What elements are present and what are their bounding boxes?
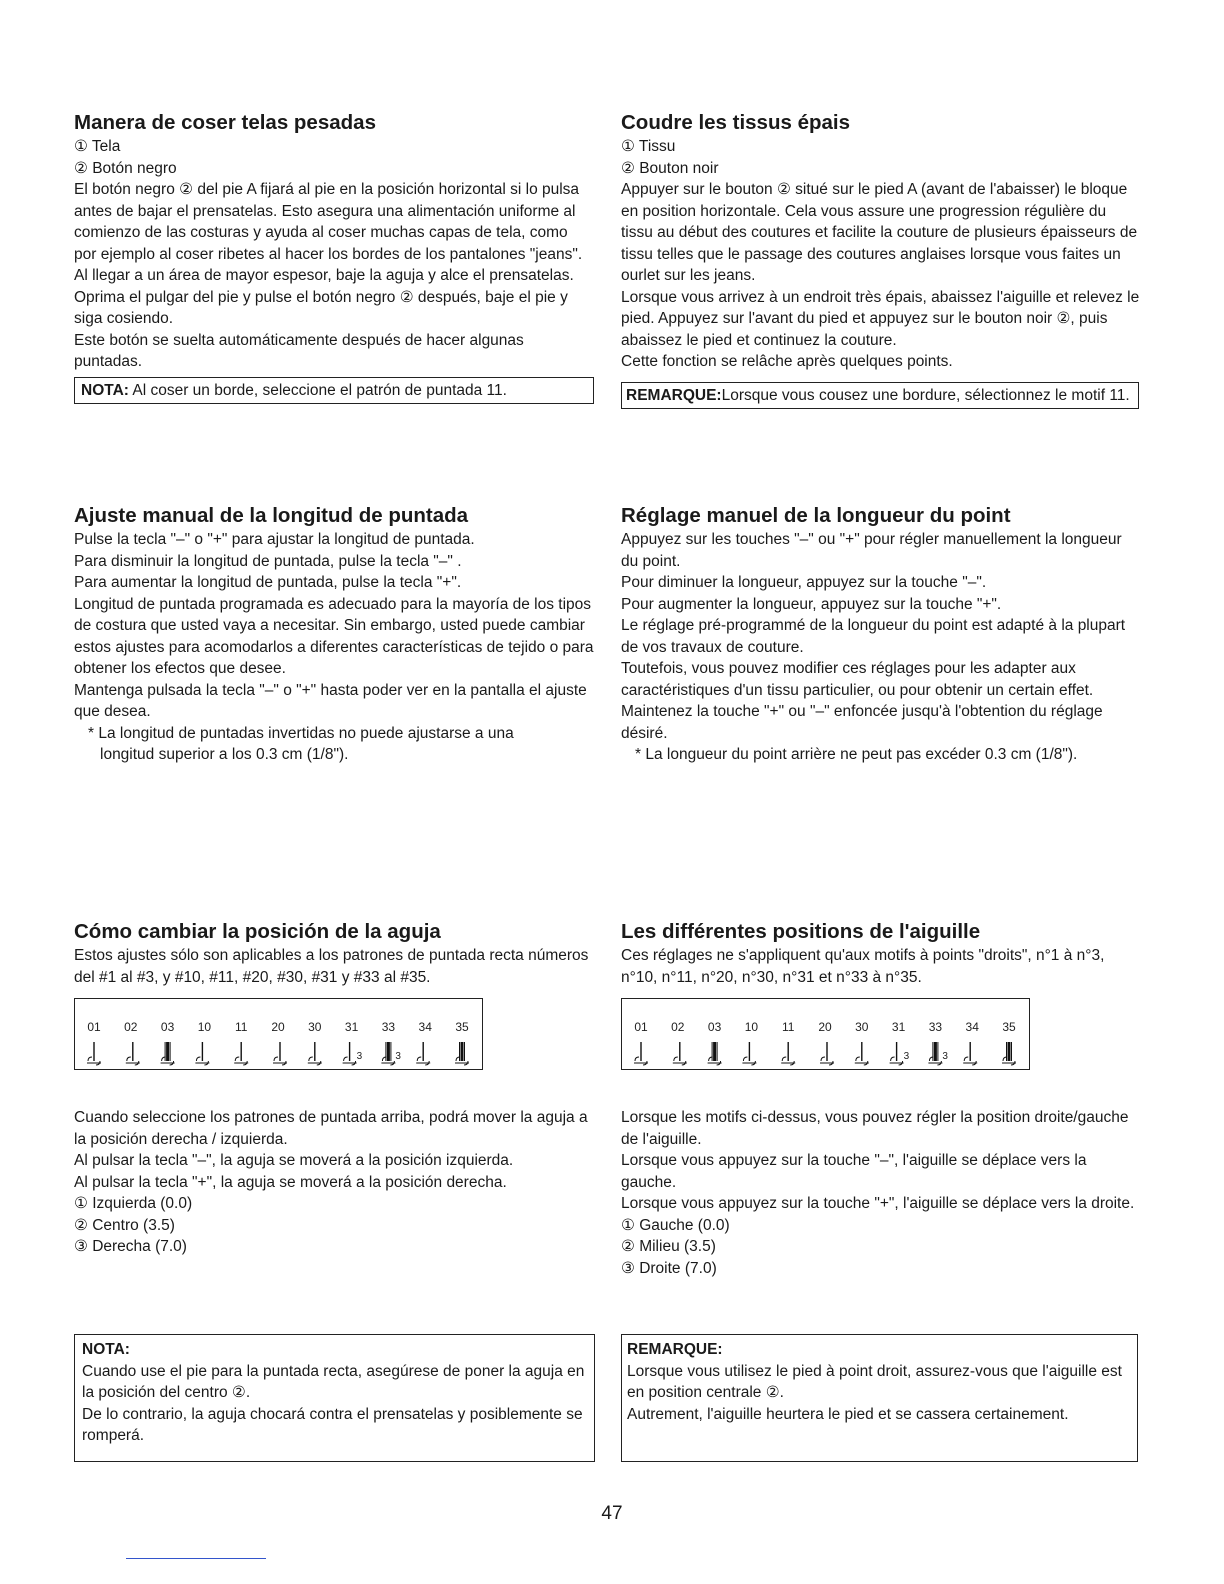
stitch-number-label: 33 bbox=[381, 1020, 396, 1034]
stitch-subscript-label: 3 bbox=[942, 1051, 948, 1062]
es-note-box-2 bbox=[74, 1334, 595, 1462]
stitch-pattern-01 bbox=[87, 1020, 101, 1065]
stitch-pattern-20 bbox=[818, 1020, 834, 1065]
es-needle-position-body bbox=[74, 1107, 594, 1258]
stitch-number-label: 02 bbox=[671, 1020, 685, 1034]
fr-para: Appuyez sur les touches "–" ou "+" pour régler manuellement la longueur du point. bbox=[621, 531, 1122, 570]
stitch-number-label: 20 bbox=[271, 1020, 285, 1034]
es-item-black-button: ② Botón negro bbox=[74, 159, 177, 177]
footer-rule bbox=[126, 1558, 266, 1559]
fr-note-label: REMARQUE: bbox=[626, 386, 722, 404]
es-para: Para disminuir la longitud de puntada, pulse la tecla "–" . bbox=[74, 552, 462, 570]
stitch-pattern-31 bbox=[890, 1020, 910, 1065]
stitch-pattern-11 bbox=[781, 1020, 795, 1065]
fr-para: Maintenez la touche "+" ou "–" enfoncée jusqu'à l'obtention du réglage désiré. bbox=[621, 703, 1103, 742]
es-needle-position-section bbox=[74, 920, 594, 988]
es-para: El botón negro ② del pie A fijará al pie en la posición horizontal si lo pulsa antes de bajar el prensatelas. Esto asegura una alimentación uniforme al comienzo de las costuras y ayuda al coser muchas capas de tela, como por ejemplo al coser ribetes al hacer los bordes de los pantalones "jeans". bbox=[74, 181, 583, 263]
fr-stitch-pattern-chart bbox=[621, 998, 1030, 1070]
es-intro: Estos ajustes sólo son aplicables a los patrones de puntada recta números del #1 al #3, y #10, #11, #20, #30, #31 y #33 al #35. bbox=[74, 947, 589, 986]
es-note-para: Cuando use el pie para la puntada recta, asegúrese de poner la aguja en la posición del centro ②. bbox=[82, 1362, 585, 1401]
stitch-pattern-03 bbox=[708, 1020, 722, 1065]
fr-item-fabric: ① Tissu bbox=[621, 138, 676, 155]
fr-note-box-2 bbox=[621, 1334, 1138, 1462]
stitch-pattern-34 bbox=[416, 1020, 432, 1065]
fr-para: Lorsque les motifs ci-dessus, vous pouvez régler la position droite/gauche de l'aiguille. bbox=[621, 1109, 1129, 1148]
es-para: Longitud de puntada programada es adecuado para la mayoría de los tipos de costura que usted vaya a necesitar. Sin embargo, usted puede cambiar estos ajustes para acomodarlos a diferentes características de tejido o para obtener los efectos que desee. bbox=[74, 595, 594, 677]
stitch-pattern-33 bbox=[381, 1020, 401, 1065]
es-note-para: De lo contrario, la aguja chocará contra el prensatelas y posiblemente se romperá. bbox=[82, 1405, 583, 1444]
stitch-number-label: 30 bbox=[855, 1020, 869, 1034]
stitch-number-label: 02 bbox=[124, 1020, 138, 1034]
es-item-center: ② Centro (3.5) bbox=[74, 1216, 175, 1234]
stitch-subscript-label: 3 bbox=[395, 1051, 401, 1062]
fr-footnote: * La longueur du point arrière ne peut pas excéder 0.3 cm (1/8"). bbox=[635, 746, 1078, 763]
es-para: Mantenga pulsada la tecla "–" o "+" hasta poder ver en la pantalla el ajuste que desea. bbox=[74, 681, 587, 720]
es-note-label-2: NOTA: bbox=[82, 1341, 130, 1358]
es-item-right: ③ Derecha (7.0) bbox=[74, 1238, 187, 1255]
stitch-number-label: 31 bbox=[344, 1020, 359, 1034]
stitch-number-label: 03 bbox=[707, 1020, 722, 1034]
es-item-left: ① Izquierda (0.0) bbox=[74, 1195, 193, 1212]
fr-para: Lorsque vous appuyez sur la touche "–", l'aiguille se déplace vers la gauche. bbox=[621, 1152, 1087, 1191]
stitch-pattern-10 bbox=[195, 1020, 211, 1065]
stitch-pattern-20 bbox=[271, 1020, 287, 1065]
fr-item-black-button: ② Bouton noir bbox=[621, 159, 719, 177]
stitch-number-label: 35 bbox=[455, 1020, 469, 1034]
stitch-number-label: 10 bbox=[744, 1020, 759, 1034]
stitch-pattern-33 bbox=[928, 1020, 948, 1065]
fr-item-left: ① Gauche (0.0) bbox=[621, 1216, 730, 1234]
es-note-label: NOTA: bbox=[81, 381, 129, 399]
stitch-pattern-31 bbox=[343, 1020, 363, 1065]
stitch-number-label: 01 bbox=[634, 1020, 648, 1034]
stitch-pattern-10 bbox=[742, 1020, 758, 1065]
fr-note-label-2: REMARQUE: bbox=[627, 1341, 723, 1358]
stitch-number-label: 10 bbox=[197, 1020, 212, 1034]
stitch-pattern-02 bbox=[124, 1020, 140, 1065]
es-needle-position-title: Cómo cambiar la posición de la aguja bbox=[74, 920, 441, 943]
stitch-number-label: 03 bbox=[160, 1020, 175, 1034]
stitch-number-label: 30 bbox=[308, 1020, 322, 1034]
fr-stitch-length-section bbox=[621, 504, 1141, 766]
stitch-number-label: 31 bbox=[891, 1020, 906, 1034]
fr-para: Le réglage pré-programmé de la longueur du point est adapté à la plupart de vos travaux de couture. bbox=[621, 617, 1126, 656]
es-heavy-fabric-title: Manera de coser telas pesadas bbox=[74, 111, 376, 134]
fr-item-center: ② Milieu (3.5) bbox=[621, 1238, 716, 1255]
fr-note-para: Lorsque vous utilisez le pied à point droit, assurez-vous que l'aiguille est en position centrale ②. bbox=[627, 1362, 1122, 1401]
stitch-pattern-11 bbox=[234, 1020, 248, 1065]
es-para: Al pulsar la tecla "+", la aguja se moverá a la posición derecha. bbox=[74, 1173, 507, 1191]
stitch-pattern-03 bbox=[161, 1020, 175, 1065]
stitch-pattern-34 bbox=[963, 1020, 979, 1065]
es-para: Este botón se suelta automáticamente después de hacer algunas puntadas. bbox=[74, 331, 524, 370]
es-stitch-pattern-svg bbox=[75, 999, 482, 1069]
stitch-number-label: 01 bbox=[87, 1020, 101, 1034]
fr-note-box bbox=[621, 382, 1139, 410]
es-para: Cuando seleccione los patrones de puntada arriba, podrá mover la aguja a la posición derecha / izquierda. bbox=[74, 1109, 588, 1148]
fr-para: Pour augmenter la longueur, appuyez sur la touche "+". bbox=[621, 595, 1002, 613]
stitch-number-label: 34 bbox=[418, 1020, 432, 1034]
fr-needle-position-body bbox=[621, 1107, 1141, 1279]
es-item-fabric: ① Tela bbox=[74, 138, 121, 155]
fr-needle-position-section bbox=[621, 920, 1141, 988]
fr-item-right: ③ Droite (7.0) bbox=[621, 1259, 717, 1277]
stitch-pattern-02 bbox=[671, 1020, 687, 1065]
stitch-pattern-30 bbox=[855, 1020, 869, 1065]
stitch-pattern-35 bbox=[1002, 1020, 1016, 1065]
fr-para: Pour diminuer la longueur, appuyez sur la touche "–". bbox=[621, 574, 987, 591]
stitch-pattern-30 bbox=[308, 1020, 322, 1065]
fr-para: Toutefois, vous pouvez modifier ces réglages pour les adapter aux caractéristiques d'un tissu particulier, ou pour obtenir un certain effet. bbox=[621, 660, 1094, 699]
stitch-subscript-label: 3 bbox=[356, 1051, 363, 1062]
page-number: 47 bbox=[601, 1503, 623, 1524]
es-para: Al llegar a un área de mayor espesor, baje la aguja y alce el prensatelas. Oprima el pulgar del pie y pulse el botón negro ② después, baje el pie y siga cosiendo. bbox=[74, 267, 574, 327]
fr-para: Lorsque vous appuyez sur la touche "+", l'aiguille se déplace vers la droite. bbox=[621, 1195, 1135, 1212]
es-para: Para aumentar la longitud de puntada, pulse la tecla "+". bbox=[74, 574, 462, 591]
es-stitch-length-title: Ajuste manual de la longitud de puntada bbox=[74, 504, 469, 527]
fr-note-text: Lorsque vous cousez une bordure, sélectionnez le motif 11. bbox=[721, 386, 1130, 404]
es-footnote: * La longitud de puntadas invertidas no puede ajustarse a una longitud superior a los 0.3 cm (1/8"). bbox=[88, 724, 514, 763]
es-note-box bbox=[74, 377, 594, 405]
fr-note-para: Autrement, l'aiguille heurtera le pied et se cassera certainement. bbox=[627, 1405, 1069, 1423]
fr-para: Cette fonction se relâche après quelques points. bbox=[621, 353, 953, 370]
fr-needle-position-title: Les différentes positions de l'aiguille bbox=[621, 920, 981, 943]
stitch-subscript-label: 3 bbox=[903, 1051, 910, 1062]
fr-para: Appuyer sur le bouton ② situé sur le pied A (avant de l'abaisser) le bloque en position horizontale. Cela vous assure une progression régulière du tissu au début des coutures et facilite la couture de plusieurs épaisseurs de tissu telles que le passage des coutures anglaises lorsque vous faites un ourlet sur les jeans. bbox=[621, 181, 1138, 284]
stitch-pattern-01 bbox=[634, 1020, 648, 1065]
es-stitch-pattern-chart bbox=[74, 998, 483, 1070]
es-para: Al pulsar la tecla "–", la aguja se moverá a la posición izquierda. bbox=[74, 1152, 514, 1169]
es-heavy-fabric-section bbox=[74, 111, 594, 404]
es-note-text: Al coser un borde, seleccione el patrón de puntada 11. bbox=[128, 381, 507, 399]
stitch-number-label: 20 bbox=[818, 1020, 832, 1034]
fr-stitch-length-title: Réglage manuel de la longueur du point bbox=[621, 504, 1011, 527]
es-para: Pulse la tecla "–" o "+" para ajustar la longitud de puntada. bbox=[74, 531, 475, 548]
fr-heavy-fabric-title: Coudre les tissus épais bbox=[621, 111, 851, 134]
fr-heavy-fabric-section bbox=[621, 111, 1141, 409]
fr-stitch-pattern-svg bbox=[622, 999, 1029, 1069]
stitch-number-label: 35 bbox=[1002, 1020, 1016, 1034]
fr-para: Lorsque vous arrivez à un endroit très épais, abaissez l'aiguille et relevez le pied. Appuyez sur l'avant du pied et appuyez sur le bouton noir ②, puis abaissez le pied et continuez la couture. bbox=[621, 288, 1140, 349]
stitch-number-label: 34 bbox=[965, 1020, 979, 1034]
stitch-pattern-35 bbox=[455, 1020, 469, 1065]
stitch-number-label: 33 bbox=[928, 1020, 943, 1034]
stitch-number-label: 11 bbox=[781, 1020, 795, 1034]
fr-intro: Ces réglages ne s'appliquent qu'aux motifs à points "droits", n°1 à n°3, n°10, n°11, n°20, n°30, n°31 et n°33 à n°35. bbox=[621, 947, 1105, 986]
stitch-number-label: 11 bbox=[234, 1020, 248, 1034]
es-stitch-length-section bbox=[74, 504, 594, 766]
